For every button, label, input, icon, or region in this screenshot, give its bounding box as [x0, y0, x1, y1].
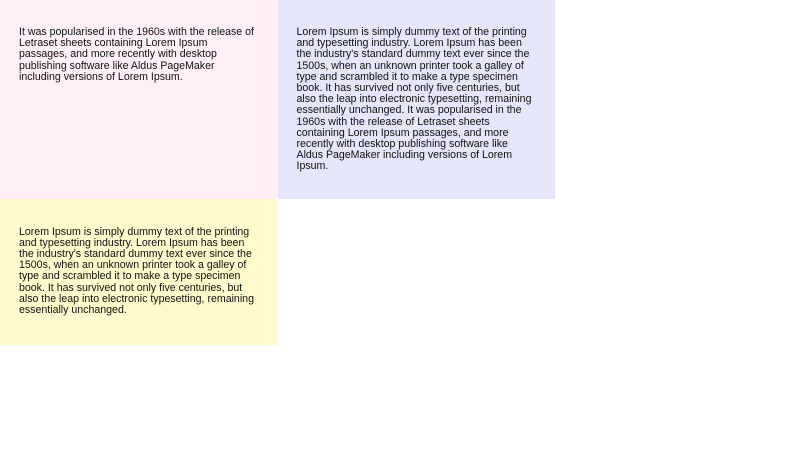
text-box-paragraph: Lorem Ipsum is simply dummy text of the printing and typesetting industry. Lorem Ipsum has been the industry's standard dummy text ever since the 1500s, when an unknown printer took a galley of type and scrambled it to make a type specimen book. It has survived not only five centuries, but also the leap into electronic typesetting, remaining essentially unchanged. It was popularised in the 1960s with the release of Letraset sheets containing Lorem Ipsum passages, and more recently with desktop publishing software like Aldus PageMaker including versions of Lorem Ipsum. [296, 26, 532, 173]
text-box-pink [0, 0, 278, 199]
empty-cell [555, 0, 800, 199]
text-box-yellow [0, 199, 278, 346]
text-box-paragraph: It was popularised in the 1960s with the release of Letraset sheets containing Lorem Ipsum passages, and more recently with desktop publishing software like Aldus PageMaker including versions of Lorem Ipsum. [19, 26, 254, 83]
text-box-paragraph: Lorem Ipsum is simply dummy text of the printing and typesetting industry. Lorem Ipsum has been the industry's standard dummy text ever since the 1500s, when an unknown printer took a galley of type and scrambled it to make a type specimen book. It has survived not only five centuries, but also the leap into electronic typesetting, remaining essentially unchanged. [19, 225, 254, 317]
text-box-lavender [278, 0, 556, 199]
